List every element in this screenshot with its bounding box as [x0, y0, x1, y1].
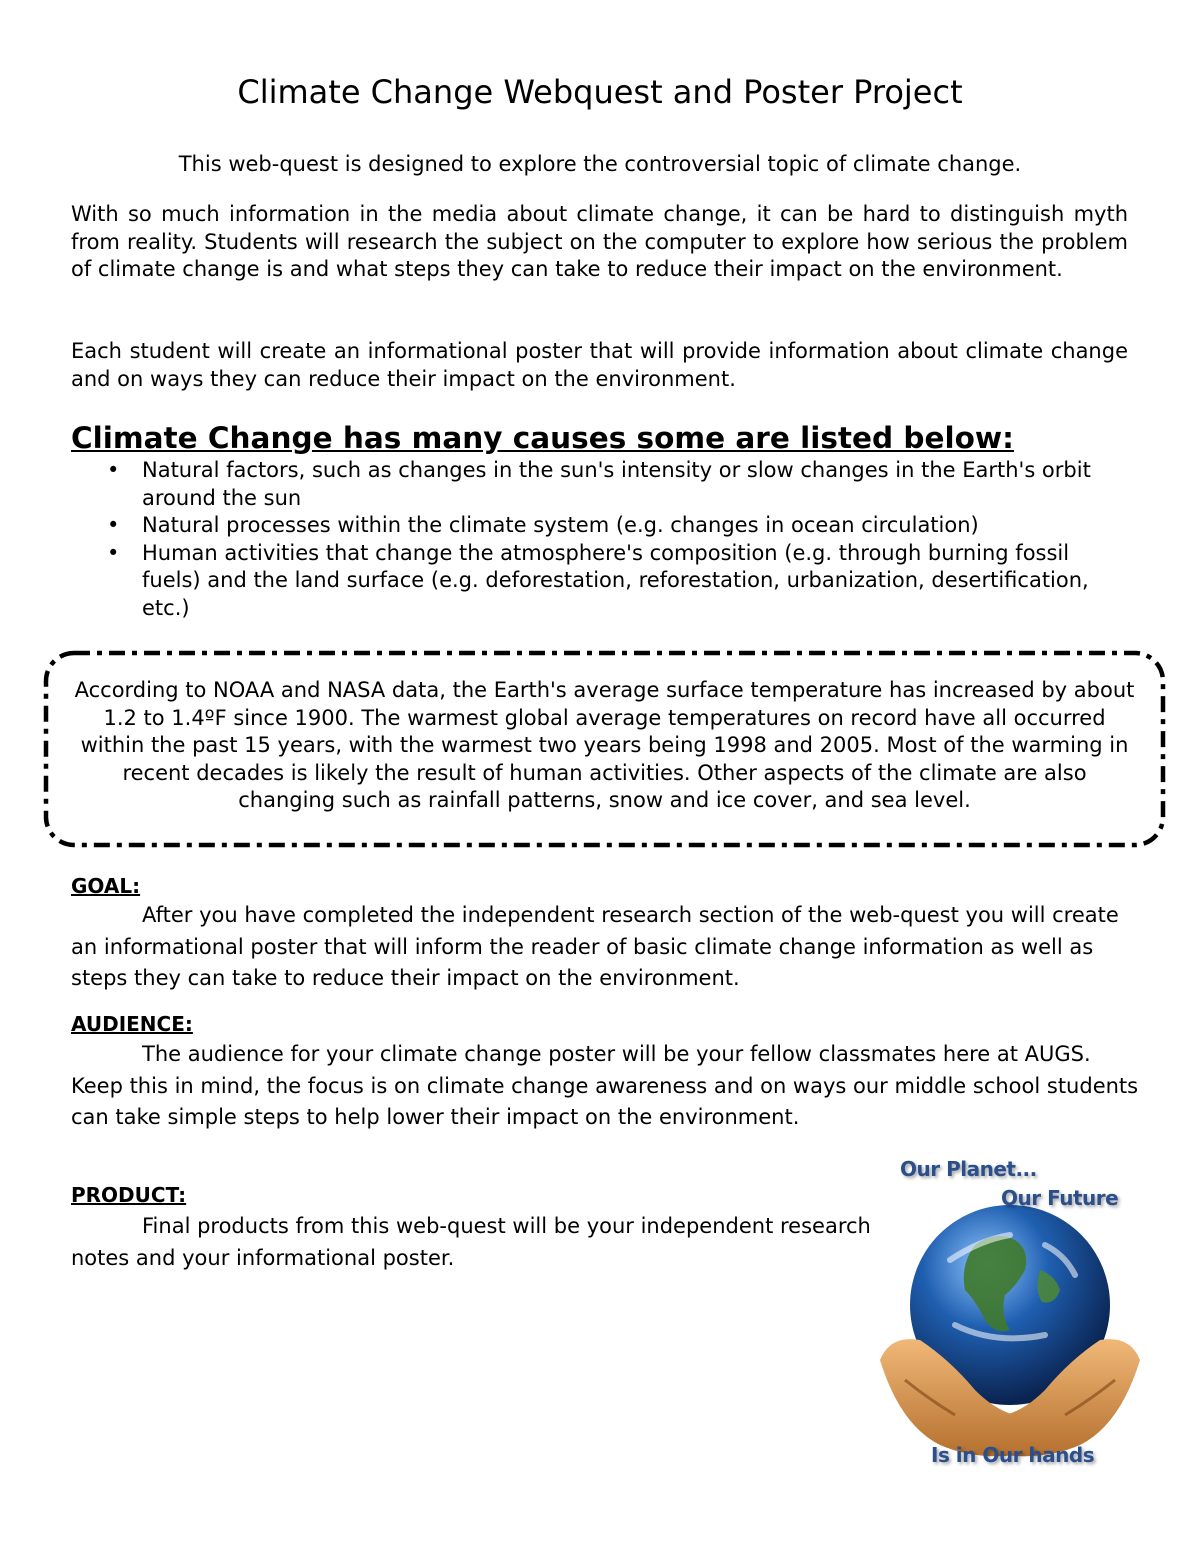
- goal-label: GOAL:: [71, 874, 141, 898]
- audience-label: AUDIENCE:: [71, 1012, 193, 1036]
- bullet-icon: •: [107, 540, 120, 565]
- causes-heading: Climate Change has many causes some are listed below:: [71, 421, 1014, 455]
- goal-text: After you have completed the independent research section of the web-quest you will create an informational poster that will inform the reader of basic climate change information as well as steps they can take to reduce their impact on the environment.: [71, 903, 1119, 990]
- paragraph-poster: Each student will create an informational poster that will provide information about climate change and on ways they can reduce their impact on the environment.: [71, 339, 1128, 391]
- audience-body: [71, 1039, 1141, 1134]
- list-item-text: Natural processes within the climate system (e.g. changes in ocean circulation): [142, 513, 979, 537]
- graphic-caption-hands: Is in Our hands: [931, 1443, 1095, 1467]
- page-title: Climate Change Webquest and Poster Project: [237, 73, 963, 111]
- intro-text: This web-quest is designed to explore the controversial topic of climate change.: [178, 152, 1022, 176]
- callout-text: According to NOAA and NASA data, the Earth's average surface temperature has increased by about 1.2 to 1.4ºF since 1900. The warmest global average temperatures on record have all occurred within the past 15 years, with the warmest two years being 1998 and 2005. Most of the warming in recent decades is likely the result of human activities. Other aspects of the climate are also changing such as rainfall patterns, snow and ice cover, and sea level.: [74, 678, 1135, 812]
- bullet-icon: •: [107, 513, 120, 537]
- list-item: [71, 540, 1131, 623]
- product-text: Final products from this web-quest will be your independent research notes and your informational poster.: [71, 1214, 871, 1270]
- list-item-text: Natural factors, such as changes in the sun's intensity or slow changes in the Earth's orbit around the sun: [142, 458, 1091, 510]
- graphic-caption-planet: Our Planet...: [900, 1157, 1037, 1181]
- paragraph-research: With so much information in the media about climate change, it can be hard to distinguish myth from reality. Students will research the subject on the computer to explore how serious the problem of climate change is and what steps they can take to reduce their impact on the environment.: [71, 202, 1128, 281]
- product-body: [71, 1211, 871, 1274]
- product-label: PRODUCT:: [71, 1183, 187, 1207]
- list-item: [71, 457, 1131, 512]
- causes-list: [71, 457, 1131, 622]
- graphic-caption-future: Our Future: [1001, 1186, 1119, 1210]
- list-item: [71, 512, 1131, 540]
- audience-text: The audience for your climate change poster will be your fellow classmates here at AUGS. Keep this in mind, the focus is on climate change awareness and on ways our middle school students can take simple steps to help lower their impact on the environment.: [71, 1042, 1139, 1129]
- bullet-icon: •: [107, 458, 120, 482]
- goal-body: [71, 900, 1131, 995]
- list-item-text: Human activities that change the atmosphere's composition (e.g. through burning fossil fuels) and the land surface (e.g. deforestation, reforestation, urbanization, desertification, etc.): [142, 540, 1089, 620]
